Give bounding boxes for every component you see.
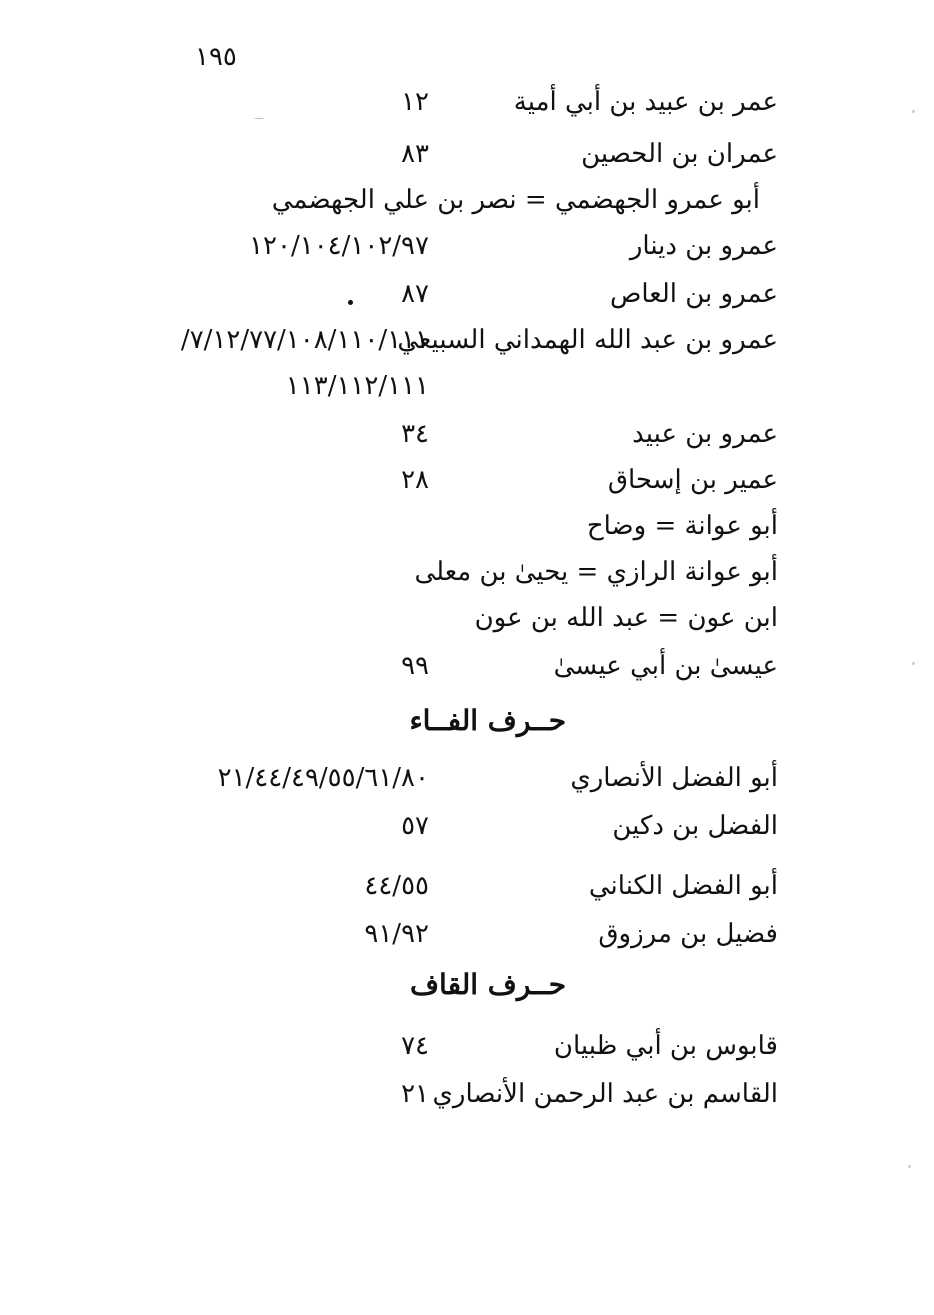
entry-name: أبو الفضل الأنصاري (570, 763, 778, 793)
entry-name: أبو عوانة = وضاح (586, 511, 778, 541)
entry-pages: ١١٣/١١٢/١١١ (285, 371, 429, 401)
entry-name: عمرو بن عبيد (632, 419, 778, 449)
entry-name: أبو عمرو الجهضمي = نصر بن علي الجهضمي (271, 185, 760, 215)
scan-speck (912, 110, 915, 113)
entry-pages: ٨٣ (401, 139, 429, 169)
index-entry (0, 460, 934, 500)
index-entry (0, 598, 934, 638)
entry-pages: ٨٧ (401, 279, 429, 309)
index-entry (0, 758, 934, 798)
entry-pages: ١٢٠/١٠٤/١٠٢/٩٧ (249, 231, 429, 261)
index-entry (0, 82, 934, 122)
entry-pages: ٧٤ (401, 1031, 429, 1061)
entry-name: ابن عون = عبد الله بن عون (474, 603, 778, 633)
index-entry (0, 134, 934, 174)
entry-name: قابوس بن أبي ظبيان (553, 1031, 778, 1061)
entry-name: فضيل بن مرزوق (598, 919, 778, 949)
index-entry (0, 866, 934, 906)
dot-mark (348, 300, 353, 305)
index-entry (0, 552, 934, 592)
entry-pages: ٢١/٤٤/٤٩/٥٥/٦١/٨٠ (217, 763, 429, 793)
entry-name: الفضل بن دكين (612, 811, 778, 841)
entry-pages: ٩١/٩٢ (364, 919, 429, 949)
entry-name: أبو الفضل الكناني (588, 871, 778, 901)
entry-pages: ٤٤/٥٥ (364, 871, 429, 901)
section-heading-fa: حــرف الفــاء (409, 704, 566, 737)
index-entry (0, 1026, 934, 1066)
index-entry (0, 320, 934, 360)
entry-name: عمر بن عبيد بن أبي أمية (513, 87, 778, 117)
scan-speck (912, 662, 915, 665)
index-entry (0, 226, 934, 266)
scan-speck (254, 118, 264, 119)
scan-speck (908, 1165, 911, 1168)
index-entry (0, 806, 934, 846)
index-entry (0, 646, 934, 686)
index-entry-continuation (0, 366, 934, 406)
entry-pages: ٣٤ (401, 419, 429, 449)
entry-name: عمرو بن العاص (609, 279, 778, 309)
entry-name: عمرو بن دينار (629, 231, 778, 261)
entry-name: أبو عوانة الرازي = يحيىٰ بن معلى (414, 557, 778, 587)
entry-pages: ٥٧ (401, 811, 429, 841)
entry-pages: ١٢ (401, 87, 429, 117)
entry-name: عمير بن إسحاق (607, 465, 778, 495)
entry-pages: ٢٨ (401, 465, 429, 495)
entry-pages: ٧/١٢/٧٧/١٠٨/١١٠/١١١/ (180, 325, 429, 355)
entry-name: عيسىٰ بن أبي عيسىٰ (553, 651, 778, 681)
index-entry (0, 180, 934, 220)
index-entry (0, 914, 934, 954)
entry-pages: ٩٩ (401, 651, 429, 681)
index-entry (0, 1074, 934, 1114)
entry-name: عمرو بن عبد الله الهمداني السبيعي (397, 325, 778, 355)
index-entry (0, 274, 934, 314)
entry-pages: ٢١ (401, 1079, 429, 1109)
index-entry (0, 414, 934, 454)
entry-name: القاسم بن عبد الرحمن الأنصاري (432, 1079, 778, 1109)
page-number: ١٩٥ (195, 42, 237, 72)
index-entry (0, 506, 934, 546)
section-heading-qaf: حــرف القاف (410, 968, 566, 1001)
entry-name: عمران بن الحصين (581, 139, 778, 169)
